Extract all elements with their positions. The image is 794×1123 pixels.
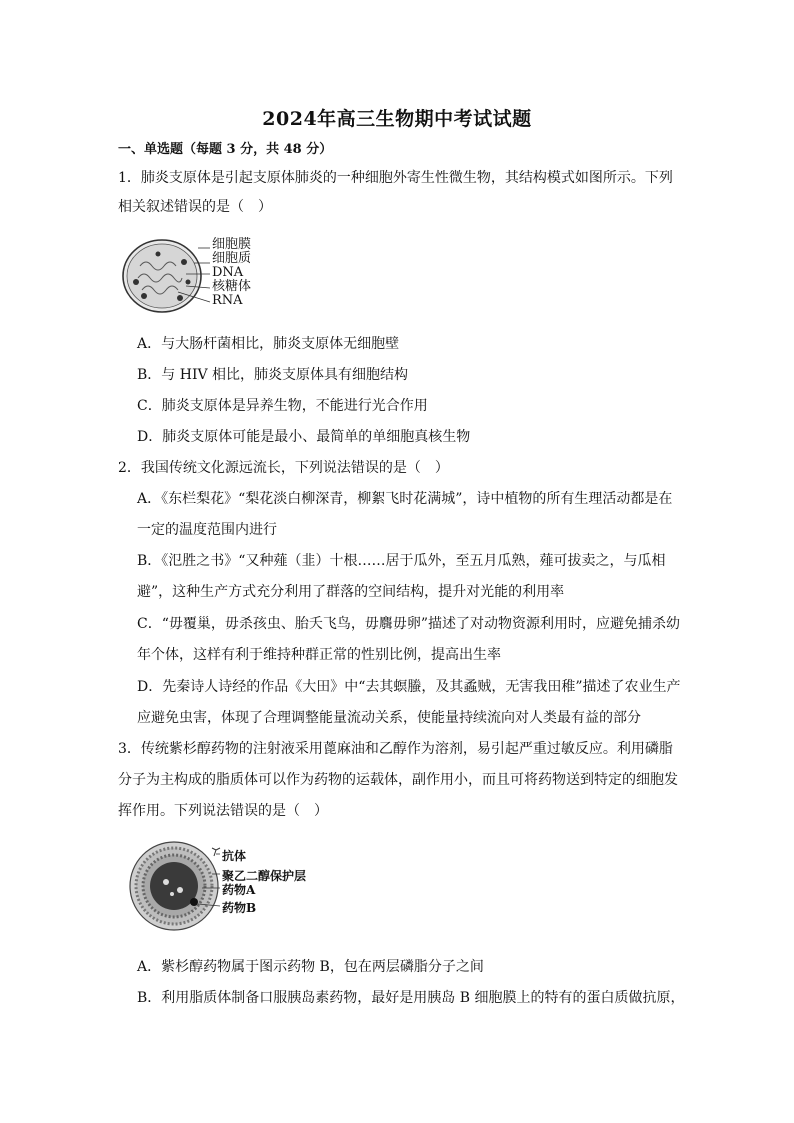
label-drug-a: 药物A [222, 883, 256, 897]
q3-stem-line-3: 挥作用。下列说法错误的是（ ） [118, 803, 328, 819]
q1-stem-line-2: 相关叙述错误的是（ ） [118, 199, 272, 215]
label-drug-b: 药物B [222, 901, 257, 915]
q2-option-a-line-2: 一定的温度范围内进行 [137, 522, 277, 538]
q3-option-a: A．紫杉醇药物属于图示药物 B，包在两层磷脂分子之间 [137, 959, 484, 975]
q2-option-a-line-1: A．《东栏梨花》“梨花淡白柳深青，柳絮飞时花满城”，诗中植物的所有生理活动都是在 [137, 491, 673, 507]
q1-stem-line-1: 1．肺炎支原体是引起支原体肺炎的一种细胞外寄生性微生物，其结构模式如图所示。下列 [118, 170, 673, 186]
q2-stem: 2．我国传统文化源远流长，下列说法错误的是（ ） [118, 460, 449, 476]
q2-option-c-line-1: C．“毋覆巢，毋杀孩虫、胎夭飞鸟，毋麛毋卵”描述了对动物资源利用时，应避免捕杀幼 [137, 616, 681, 632]
label-antibody: 抗体 [222, 849, 247, 863]
label-cell-membrane: 细胞膜 [212, 237, 252, 252]
label-cytoplasm: 细胞质 [212, 251, 252, 266]
q3-option-b: B．利用脂质体制备口服胰岛素药物，最好是用胰岛 B 细胞膜上的特有的蛋白质做抗原， [137, 990, 685, 1006]
q2-option-d-line-2: 应避免虫害，体现了合理调整能量流动关系，使能量持续流向对人类最有益的部分 [137, 710, 641, 726]
q1-option-a: A．与大肠杆菌相比，肺炎支原体无细胞壁 [137, 336, 400, 352]
liposome-figure [120, 838, 320, 934]
q2-option-b-line-1: B．《氾胜之书》“又种薤（韭）十根……居于瓜外，至五月瓜熟，薤可拔卖之，与瓜相 [137, 553, 666, 569]
label-ribosome: 核糖体 [212, 279, 252, 294]
q3-stem-line-1: 3．传统紫杉醇药物的注射液采用蓖麻油和乙醇作为溶剂，易引起严重过敏反应。利用磷脂 [118, 741, 673, 757]
mycoplasma-figure [118, 236, 278, 316]
q1-option-b: B．与 HIV 相比，肺炎支原体具有细胞结构 [137, 367, 409, 383]
q1-option-c: C．肺炎支原体是异养生物，不能进行光合作用 [137, 398, 428, 414]
label-rna: RNA [212, 293, 243, 308]
q3-stem-line-2: 分子为主构成的脂质体可以作为药物的运载体，副作用小，而且可将药物送到特定的细胞发 [118, 772, 678, 788]
q2-option-d-line-1: D．先秦诗人诗经的作品《大田》中“去其螟螣，及其蟊贼，无害我田稚”描述了农业生产 [137, 679, 681, 695]
section-heading: 一、单选题（每题 3 分，共 48 分） [118, 142, 333, 157]
q2-option-b-line-2: 避”，这种生产方式充分利用了群落的空间结构，提升对光能的利用率 [137, 584, 565, 600]
label-dna: DNA [212, 265, 244, 280]
q2-option-c-line-2: 年个体，这样有利于维持种群正常的性别比例，提高出生率 [137, 647, 501, 663]
page-title: 2024年高三生物期中考试试题 [262, 108, 532, 130]
label-peg-layer: 聚乙二醇保护层 [222, 869, 307, 883]
q1-option-d: D．肺炎支原体可能是最小、最简单的单细胞真核生物 [137, 429, 471, 445]
